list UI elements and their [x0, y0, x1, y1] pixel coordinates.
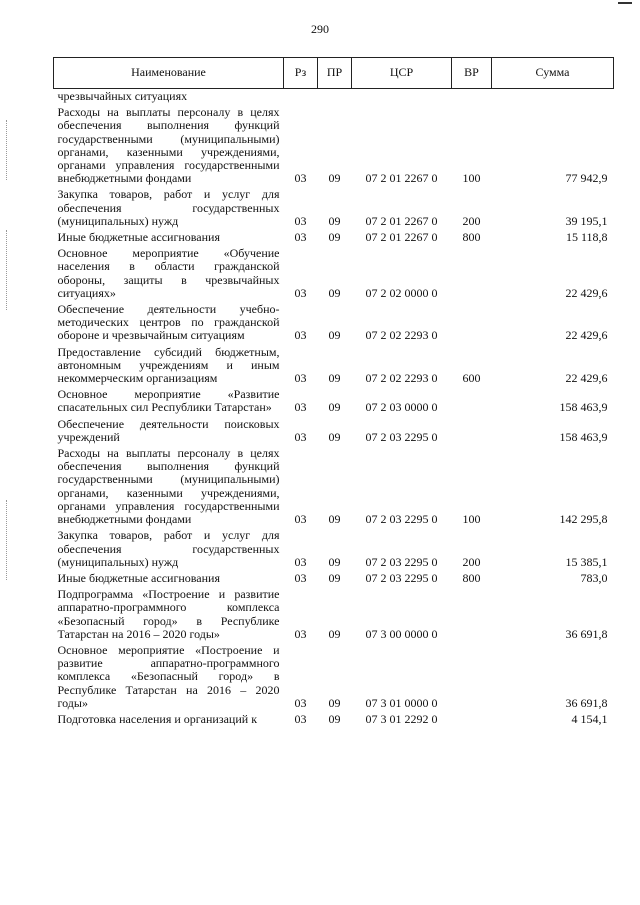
cell-vr	[452, 643, 492, 712]
cell-rz: 03	[294, 328, 307, 343]
cell-vr	[452, 302, 492, 345]
cell-pr: 09	[328, 328, 341, 343]
cell-sum: 15 385,1	[565, 554, 608, 569]
cell-rz: 03	[294, 230, 307, 245]
table-row	[54, 105, 614, 187]
cell-vr: 200	[462, 213, 481, 228]
header-csr: ЦСР	[352, 58, 452, 89]
gutter-mark	[6, 500, 9, 580]
cell-sum: 77 942,9	[565, 171, 608, 186]
table-header-row	[54, 58, 614, 89]
cell-sum: 39 195,1	[565, 213, 608, 228]
cell-pr: 09	[328, 570, 341, 585]
cell-name: Основное мероприятие «Построение и развитие аппаратно-программного комплекса «Безопасный город» в Республике Татарстан на 2016 – 2020 годы»	[57, 642, 280, 710]
header-rz: Рз	[284, 58, 318, 89]
cell-csr: 07 2 03 2295 0	[365, 570, 438, 585]
cell-csr: 07 2 03 0000 0	[365, 400, 438, 415]
cell-name: Основное мероприятие «Развитие спасательных сил Республики Татарстан»	[57, 387, 280, 415]
cell-sum: 158 463,9	[559, 400, 608, 415]
gutter-mark	[6, 120, 9, 180]
cell-name: Иные бюджетные ассигнования	[57, 230, 220, 245]
cell-sum: 36 691,8	[565, 695, 608, 710]
cell-sum: 22 429,6	[565, 371, 608, 386]
cell-vr	[452, 246, 492, 302]
gutter-mark	[6, 230, 9, 310]
cell-pr: 09	[328, 695, 341, 710]
cell-vr: 600	[462, 371, 481, 386]
table-row	[54, 387, 614, 416]
cell-rz: 03	[294, 213, 307, 228]
table-row	[54, 417, 614, 446]
cell-name: Подготовка населения и организаций к	[57, 711, 258, 726]
cell-pr: 09	[328, 371, 341, 386]
table-row	[54, 230, 614, 246]
table-row	[54, 643, 614, 712]
header-pr: ПР	[318, 58, 352, 89]
table-row	[54, 345, 614, 388]
cell-pr: 09	[328, 213, 341, 228]
cell-pr: 09	[328, 626, 341, 641]
cell-rz: 03	[294, 371, 307, 386]
cell-csr: 07 3 01 0000 0	[365, 695, 438, 710]
cell-rz: 03	[294, 626, 307, 641]
cell-csr: 07 2 02 0000 0	[365, 285, 438, 300]
table-row	[54, 571, 614, 587]
cell-name: Иные бюджетные ассигнования	[57, 570, 220, 585]
table-row	[54, 302, 614, 345]
cell-sum: 4 154,1	[571, 711, 608, 726]
cell-name: Расходы на выплаты персоналу в целях обеспечения выполнения функций государственными (муниципальными) органами, казенными учреждениями, органами управления государственными внебюджетными фондами	[57, 446, 280, 527]
cell-sum: 783,0	[580, 570, 608, 585]
budget-table	[53, 57, 614, 728]
cell-name: Предоставление субсидий бюджетным, автономным учреждениям и иным некоммерческим организациям	[57, 344, 280, 386]
table-row	[54, 89, 614, 106]
table-row	[54, 528, 614, 571]
cell-rz: 03	[294, 285, 307, 300]
cell-rz: 03	[294, 400, 307, 415]
table-row	[54, 712, 614, 728]
cell-rz: 03	[294, 429, 307, 444]
table-body	[54, 89, 614, 729]
cell-pr: 09	[328, 554, 341, 569]
page-number: 290	[311, 22, 329, 36]
cell-csr: 07 2 03 2295 0	[365, 554, 438, 569]
cell-pr	[318, 89, 352, 106]
cell-vr	[452, 417, 492, 446]
corner-mark	[618, 2, 632, 7]
cell-sum: 15 118,8	[565, 230, 608, 245]
cell-csr	[352, 89, 452, 106]
cell-vr	[452, 712, 492, 728]
cell-csr: 07 2 03 2295 0	[365, 512, 438, 527]
cell-pr: 09	[328, 711, 341, 726]
cell-sum	[492, 89, 614, 106]
cell-csr: 07 2 01 2267 0	[365, 230, 438, 245]
cell-csr: 07 2 02 2293 0	[365, 328, 438, 343]
table-row	[54, 587, 614, 643]
cell-name: Обеспечение деятельности учебно-методических центров по гражданской обороне и чрезвычайным ситуациям	[57, 302, 280, 343]
cell-csr: 07 3 00 0000 0	[365, 626, 438, 641]
cell-csr: 07 2 02 2293 0	[365, 371, 438, 386]
cell-pr: 09	[328, 429, 341, 444]
header-name: Наименование	[54, 58, 284, 89]
cell-csr: 07 3 01 2292 0	[365, 711, 438, 726]
cell-sum: 22 429,6	[565, 285, 608, 300]
cell-name: Закупка товаров, работ и услуг для обеспечения государственных (муниципальных) нужд	[57, 528, 280, 569]
cell-name: Закупка товаров, работ и услуг для обеспечения государственных (муниципальных) нужд	[57, 187, 280, 228]
cell-vr: 200	[462, 554, 481, 569]
cell-pr: 09	[328, 171, 341, 186]
cell-sum: 158 463,9	[559, 429, 608, 444]
cell-csr: 07 2 01 2267 0	[365, 213, 438, 228]
cell-vr: 100	[462, 512, 481, 527]
cell-vr	[452, 387, 492, 416]
table-row	[54, 187, 614, 230]
cell-csr: 07 2 01 2267 0	[365, 171, 438, 186]
header-vr: ВР	[452, 58, 492, 89]
cell-rz	[284, 89, 318, 106]
cell-rz: 03	[294, 512, 307, 527]
cell-name: Основное мероприятие «Обучение населения в области гражданской обороны, защиты в чрезвычайных ситуациях»	[57, 246, 280, 300]
cell-pr: 09	[328, 512, 341, 527]
cell-csr: 07 2 03 2295 0	[365, 429, 438, 444]
table-row	[54, 246, 614, 302]
cell-rz: 03	[294, 695, 307, 710]
table-row	[54, 446, 614, 528]
cell-vr	[452, 587, 492, 643]
cell-pr: 09	[328, 400, 341, 415]
cell-vr: 800	[462, 570, 481, 585]
cell-sum: 36 691,8	[565, 626, 608, 641]
cell-name: Обеспечение деятельности поисковых учреждений	[57, 416, 280, 444]
cell-rz: 03	[294, 554, 307, 569]
cell-rz: 03	[294, 570, 307, 585]
cell-name: Подпрограмма «Построение и развитие аппаратно-программного комплекса «Безопасный город» в Республике Татарстан на 2016 – 2020 годы»	[57, 587, 280, 641]
cell-pr: 09	[328, 230, 341, 245]
cell-sum: 22 429,6	[565, 328, 608, 343]
cell-vr: 800	[462, 230, 481, 245]
cell-sum: 142 295,8	[559, 512, 608, 527]
cell-vr	[452, 89, 492, 106]
cell-name: чрезвычайных ситуациях	[57, 89, 188, 103]
cell-name: Расходы на выплаты персоналу в целях обеспечения выполнения функций государственными (муниципальными) органами, казенными учреждениями, органами управления государственными внебюджетными фондами	[57, 105, 280, 186]
cell-rz: 03	[294, 711, 307, 726]
cell-rz: 03	[294, 171, 307, 186]
header-sum: Сумма	[492, 58, 614, 89]
cell-pr: 09	[328, 285, 341, 300]
cell-vr: 100	[462, 171, 481, 186]
